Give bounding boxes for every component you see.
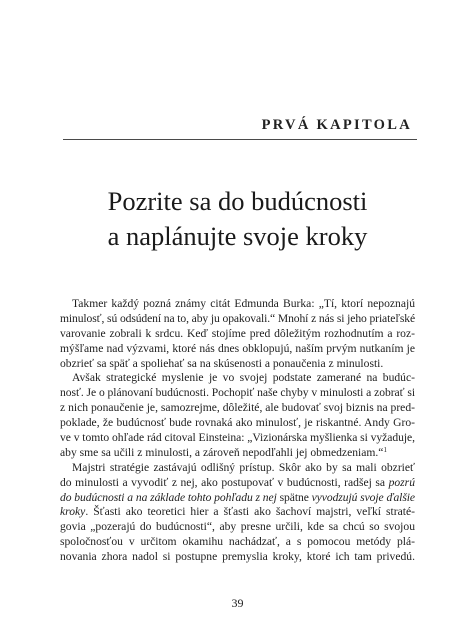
- text-run: obzrieť sa späť a spoliehať sa na skúsenosti a ponaučenia z minulosti.: [60, 356, 384, 370]
- body-line-text: [60, 476, 415, 491]
- body-line: [60, 431, 415, 446]
- text-run: novania zhora nadol si postupne premyslia kroky, ktoré ich tam privedú.: [60, 550, 415, 564]
- chapter-title-line: Pozrite sa do budúcnosti: [107, 186, 368, 216]
- text-run: nosť. Je o plánovaní budúcnosti. Pochopiť naše chyby v minulosti a zobrať si: [60, 386, 415, 400]
- chapter-title-line: a naplánujte svoje kroky: [107, 221, 368, 251]
- body-line: [60, 491, 415, 506]
- body-line-text: [60, 416, 415, 431]
- text-run: govia „pozerajú do budúcnosti“, aby presne určili, kde sa chcú so svojou: [60, 520, 415, 534]
- italic-text: do budúcnosti a na základe tohto pohľadu z nej: [60, 490, 277, 504]
- body-line: [60, 535, 415, 550]
- text-run: z nich ponaučenie je, samozrejme, dôležité, ale budovať svoj biznis na pred-: [60, 401, 415, 415]
- text-run: mýšľame nad výzvami, ktoré nás dnes obklopujú, naším prvým nutkaním je: [60, 341, 415, 355]
- body-line: [60, 520, 415, 535]
- body-line-text: [60, 431, 415, 446]
- body-line-text: [60, 312, 415, 327]
- chapter-label: PRVÁ KAPITOLA: [261, 117, 412, 133]
- text-run: aby sme sa učili z minulosti, a zároveň nepodľahli jej obmedzeniam.“: [60, 445, 384, 459]
- text-run: ve v tomto ohľade rád citoval Einsteina: „Vizionárska myšlienka si vyžaduje,: [60, 431, 415, 445]
- chapter-rule: [63, 139, 417, 140]
- body-line: [60, 550, 415, 565]
- body-line-text: [60, 520, 415, 535]
- body-line: [60, 371, 415, 386]
- text-run: poklade, že budúcnosť bude rovnaká ako minulosť, je riskantné. Andy Gro-: [60, 416, 415, 430]
- body-line-text: [72, 461, 415, 476]
- body-line-text: [60, 342, 415, 357]
- body-line: [60, 476, 415, 491]
- body-line: [60, 297, 415, 312]
- text-run: . Šťasti ako teoretici hier a šťasti ako šachoví majstri, veľkí straté-: [85, 505, 415, 519]
- text-run: minulosť, sú odsúdení na to, aby ju opakovali.“ Mnohí z nás si jeho priateľské: [60, 311, 415, 325]
- body-line: [60, 505, 415, 520]
- body-line-text: [60, 327, 415, 342]
- body-line: [60, 386, 415, 401]
- text-run: spoločnosťou v určitom okamihu nachádzať, a s pomocou metódy plá-: [60, 535, 415, 549]
- body-line-text: [60, 401, 415, 416]
- body-line: [60, 416, 415, 431]
- body-line-text: [60, 505, 415, 520]
- text-run: Avšak strategické myslenie je vo svojej podstate zamerané na budúc-: [72, 371, 415, 385]
- italic-text: vyvodzujú svoje ďalšie: [311, 490, 415, 504]
- body-line: [60, 357, 415, 372]
- text-run: varovanie zobrali k srdcu. Keď stojíme pred dôležitým rozhodnutím a roz-: [60, 326, 415, 340]
- chapter-title: [0, 184, 475, 254]
- body-line-text: [60, 535, 415, 550]
- body-line: [60, 327, 415, 342]
- body-line-text: [72, 297, 415, 312]
- text-run: do minulosti a vyvodiť z nej, ako postupovať v budúcnosti, radšej sa: [60, 475, 389, 489]
- body-line: [60, 312, 415, 327]
- text-run: Takmer každý pozná známy citát Edmunda Burka: „Tí, ktorí nepoznajú: [72, 297, 415, 310]
- body-text: [60, 297, 415, 565]
- footnote-marker: 1: [383, 445, 387, 454]
- italic-text: kroky: [60, 505, 86, 519]
- body-line-text: [60, 357, 383, 370]
- italic-text: pozrú: [388, 475, 415, 489]
- body-line-text: [60, 386, 415, 401]
- body-line: [60, 342, 415, 357]
- body-line-text: [60, 446, 387, 459]
- body-line-text: [60, 550, 415, 565]
- body-line-text: [72, 371, 415, 386]
- body-line: [60, 446, 415, 461]
- body-line-text: [60, 491, 415, 506]
- page-number: 39: [231, 596, 244, 610]
- body-line: [60, 401, 415, 416]
- text-run: spätne: [276, 490, 312, 504]
- text-run: Majstri stratégie zastávajú odlišný prístup. Skôr ako by sa mali obzrieť: [72, 460, 415, 474]
- body-line: [60, 461, 415, 476]
